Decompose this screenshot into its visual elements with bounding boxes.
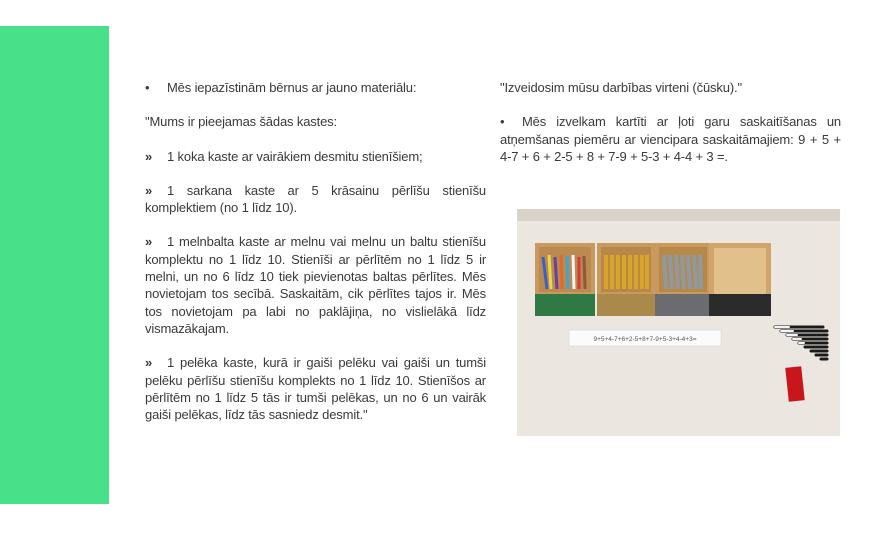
- wooden-box-grey-beads: [655, 243, 711, 316]
- arrow-bullet-icon: »: [145, 182, 153, 198]
- arrow-bullet-icon: »: [145, 234, 153, 250]
- expression-card: [569, 330, 721, 346]
- list-item: » 1 koka kaste ar vairākiem desmitu stienīšiem;: [145, 148, 423, 164]
- wooden-box-empty: [709, 243, 771, 316]
- left-text-column: [145, 79, 486, 423]
- list-item: » 1 pelēka kaste, kurā ir gaiši pelēku vai gaiši un tumši pelēku pērlīšu stienīšu komplekts no 1 līdz 10. Stienīšos ar pērlītēm no 1 līdz 5 tās ir tumši pelēkas, un no 6 un vairāk gaiši pelēkas, līdz tās sasniedz desmit.": [145, 355, 486, 423]
- arrow-bullet-icon: »: [145, 355, 153, 371]
- bullet-dot: •: [145, 80, 150, 95]
- quote-open-text: "Mums ir pieejamas šādas kastes:: [145, 114, 337, 130]
- arrow-bullet-icon: »: [145, 148, 153, 164]
- intro-paragraph: [145, 79, 486, 96]
- intro-text: Mēs iepazīstinām bērnus ar jauno materiālu:: [167, 80, 417, 95]
- wooden-box-colored-beads: [535, 243, 595, 316]
- list-item: » 1 sarkana kaste ar 5 krāsainu pērlīšu stienīšu komplektiem (no 1 līdz 10).: [145, 182, 486, 216]
- svg-text:9+5+4-7+6+2-5+8+7-9+5-3+4-4+3=: 9+5+4-7+6+2-5+8+7-9+5-3+4-4+3=: [593, 336, 697, 343]
- right-text-column: [500, 79, 841, 165]
- list-item: » 1 melnbalta kaste ar melnu vai melnu un baltu stienīšu komplektu no 1 līdz 10. Stienīši ar pērlītēm no 1 līdz 5 ir melni, un no 6 līdz 10 tiek pievienotas baltas pērlītes. Mēs novietojam tos secībā. Saskaitām, cik pērlītes tajos ir. Mēs tos novietojam pa labi no paklājiņa, no vislielākā līdz vismazākajam.: [145, 234, 486, 336]
- bullet-dot: •: [500, 114, 505, 130]
- quote-text: "Izveidosim mūsu darbības virteni (čūsku).": [500, 80, 742, 95]
- task-text: Mēs izvelkam kartīti ar ļoti garu saskaitīšanas un atņemšanas piemēru ar viencipara saskaitāmajiem: 9 + 5 + 4-7 + 6 + 2-5 + 8 + 7-9 + 5-3 + 4-4 + 3 =.: [500, 114, 841, 164]
- accent-sidebar: [0, 26, 109, 504]
- bead-boxes-photo: [517, 209, 840, 436]
- wooden-box-gold-beads: [597, 243, 655, 316]
- task-paragraph: [500, 113, 841, 165]
